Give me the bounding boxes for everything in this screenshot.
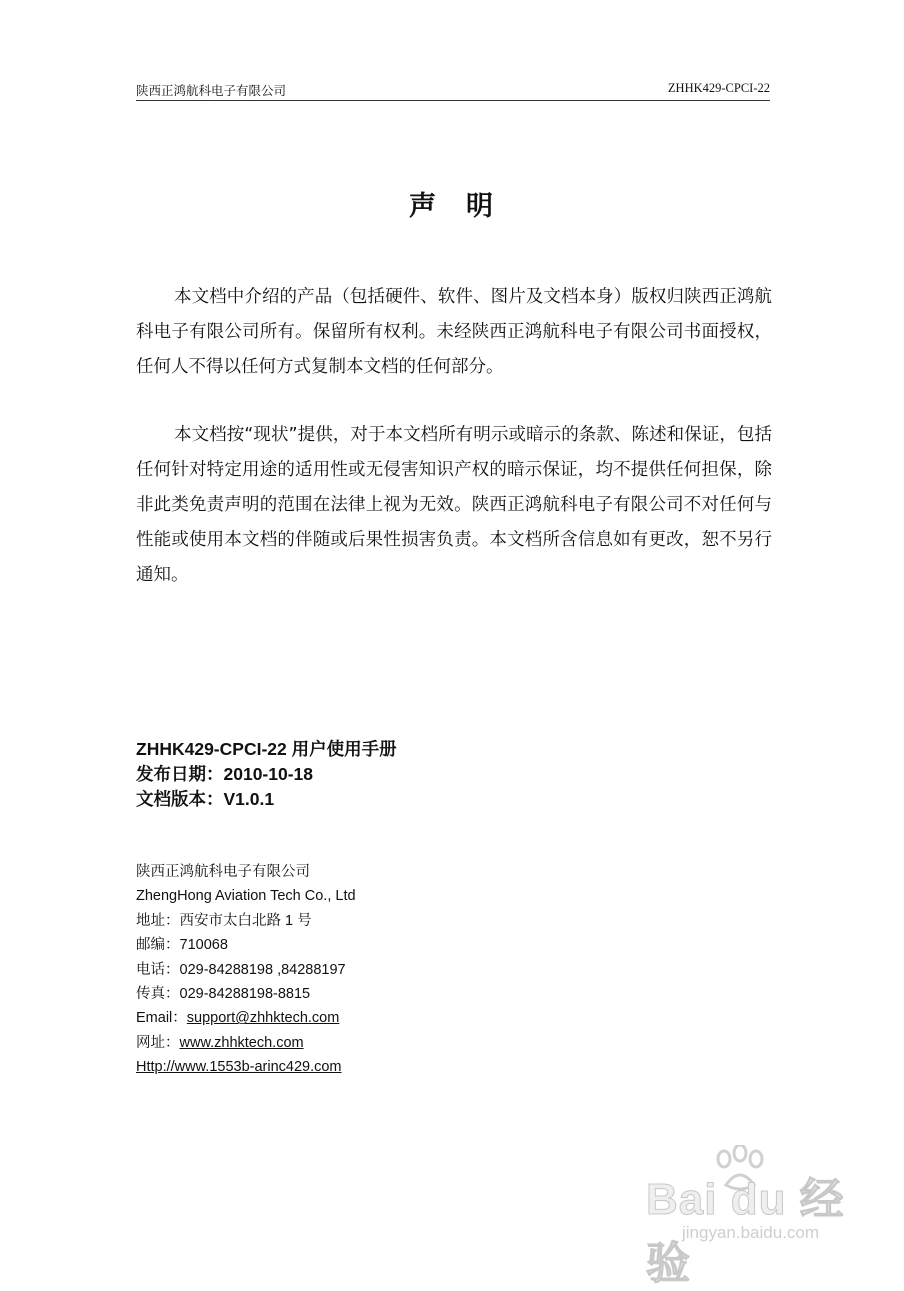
baidu-watermark (640, 1145, 860, 1288)
web-line (136, 1031, 356, 1055)
watermark-url: jingyan.baidu.com (682, 1223, 820, 1242)
watermark-brand: Bai du 经验 (646, 1175, 845, 1288)
release-date: 发布日期：2010-10-18 (136, 764, 314, 784)
web-link[interactable]: www.zhhktech.com (179, 1034, 304, 1051)
phone: 电话：029-84288198 ,84288197 (136, 961, 346, 978)
manual-info (136, 737, 397, 812)
web2-line (136, 1055, 356, 1079)
disclaimer-paragraph: 本文档按“现状”提供，对于本文档所有明示或暗示的条款、陈述和保证，包括任何针对特定用途的适用性或无侵害知识产权的暗示保证，均不提供任何担保，除非此类免责声明的范围在法律上视为无效。陕西正鸿航科电子有限公司不对任何与性能或使用本文档的伴随或后果性损害负责。本文档所含信息如有更改，恕不另行通知。 (136, 425, 772, 585)
company-cn: 陕西正鸿航科电子有限公司 (136, 864, 310, 880)
page-header (136, 80, 770, 101)
fax: 传真：029-84288198-8815 (136, 986, 311, 1003)
email-label: Email： (136, 1010, 187, 1027)
title-char-2: 明 (466, 191, 495, 222)
web2-link[interactable]: Http://www.1553b-arinc429.com (136, 1059, 342, 1076)
company-en: ZhengHong Aviation Tech Co., Ltd (136, 888, 356, 905)
email-line (136, 1006, 356, 1030)
header-company: 陕西正鸿航科电子有限公司 (136, 83, 287, 98)
title-char-1: 声 (409, 191, 438, 222)
address: 地址：西安市太白北路 1 号 (136, 912, 312, 929)
postcode: 邮编：710068 (136, 937, 228, 954)
manual-title: ZHHK429-CPCI-22 用户使用手册 (136, 739, 397, 759)
copyright-paragraph: 本文档中介绍的产品（包括硬件、软件、图片及文档本身）版权归陕西正鸿航科电子有限公司所有。保留所有权利。未经陕西正鸿航科电子有限公司书面授权，任何人不得以任何方式复制本文档的任何部分。 (136, 287, 772, 377)
email-link[interactable]: support@zhhktech.com (186, 1010, 340, 1027)
header-doc-code: ZHHK429-CPCI-22 (667, 81, 770, 95)
contact-block (136, 860, 356, 1080)
web-label: 网址： (136, 1034, 180, 1051)
page-title (0, 184, 904, 223)
doc-version: 文档版本：V1.0.1 (136, 789, 275, 809)
